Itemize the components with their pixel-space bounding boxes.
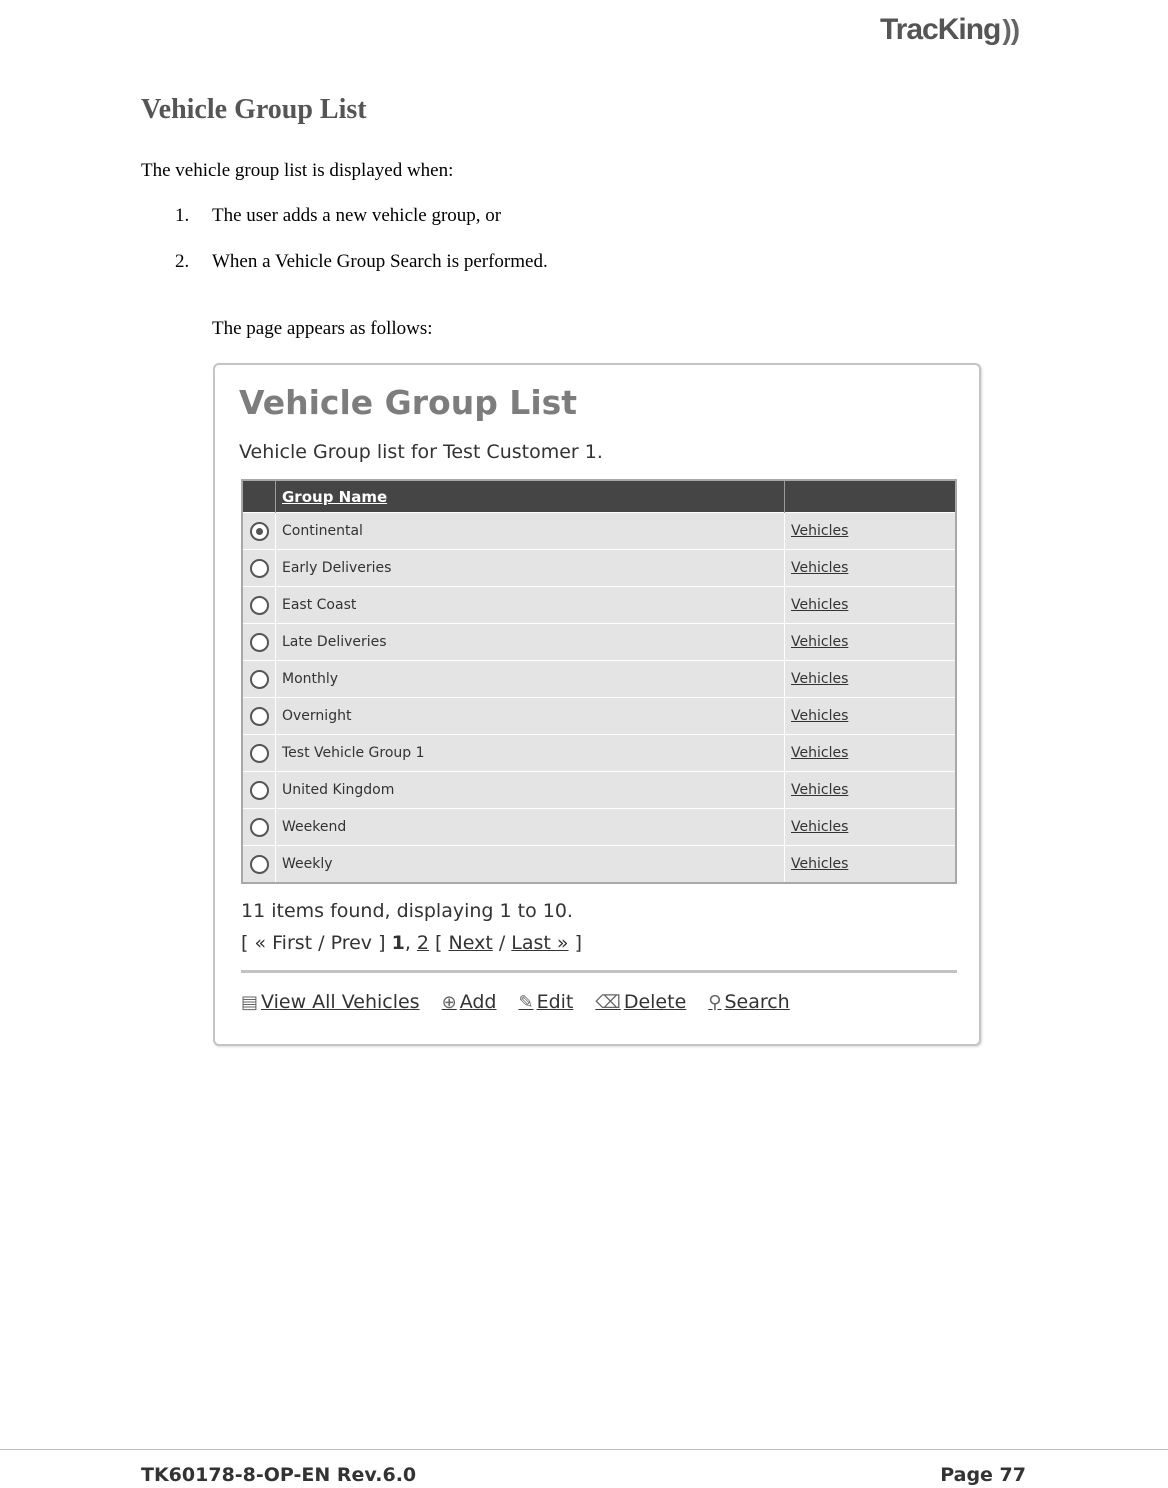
- group-name-column-header: [276, 480, 785, 513]
- document-section-title: Vehicle Group List: [141, 94, 367, 125]
- vehicles-link[interactable]: Vehicles: [791, 856, 849, 872]
- row-select-cell: [242, 698, 276, 735]
- intro-paragraph: The vehicle group list is displayed when:: [141, 160, 454, 181]
- pager-bracket: ]: [378, 932, 386, 954]
- vehicles-link[interactable]: Vehicles: [791, 597, 849, 613]
- outro-paragraph: The page appears as follows:: [212, 318, 433, 339]
- sort-group-name-link[interactable]: Group Name: [282, 487, 388, 506]
- view-all-vehicles-label: View All Vehicles: [261, 991, 420, 1013]
- link-column-header: [785, 480, 957, 513]
- binoculars-icon: ⚲: [708, 991, 722, 1013]
- vehicles-link-cell: [785, 661, 957, 698]
- steps-list: [175, 205, 548, 297]
- group-name-cell: Test Vehicle Group 1: [276, 735, 785, 772]
- table-row: [242, 513, 956, 550]
- vehicles-link[interactable]: Vehicles: [791, 523, 849, 539]
- group-name-cell: United Kingdom: [276, 772, 785, 809]
- row-select-cell: [242, 661, 276, 698]
- vehicles-link-cell: [785, 587, 957, 624]
- group-name-cell: Weekend: [276, 809, 785, 846]
- row-select-cell: [242, 624, 276, 661]
- vehicle-group-table: [241, 479, 957, 884]
- row-select-cell: [242, 809, 276, 846]
- group-name-cell: Late Deliveries: [276, 624, 785, 661]
- panel-title: Vehicle Group List: [239, 383, 578, 422]
- vehicles-link[interactable]: Vehicles: [791, 634, 849, 650]
- vehicles-link-cell: [785, 624, 957, 661]
- row-select-cell: [242, 550, 276, 587]
- action-bar: [241, 991, 790, 1013]
- row-select-cell: [242, 735, 276, 772]
- table-row: [242, 624, 956, 661]
- tracking-logo: [880, 6, 1019, 54]
- step-number: 1.: [175, 205, 190, 226]
- table-row: [242, 735, 956, 772]
- vehicles-link-cell: [785, 698, 957, 735]
- row-select-cell: [242, 772, 276, 809]
- pagination: [241, 932, 582, 954]
- row-select-cell: [242, 513, 276, 550]
- row-radio-button[interactable]: [250, 670, 269, 689]
- pager-bracket: ]: [574, 932, 582, 954]
- table-body: [242, 513, 956, 884]
- screenshot-panel: [213, 363, 981, 1046]
- items-found-text: 11 items found, displaying 1 to 10.: [241, 900, 573, 922]
- edit-label: Edit: [536, 991, 574, 1013]
- step-item: [175, 205, 548, 251]
- table-row: [242, 550, 956, 587]
- vehicles-link[interactable]: Vehicles: [791, 671, 849, 687]
- row-radio-button[interactable]: [250, 855, 269, 874]
- select-column-header: [242, 480, 276, 513]
- table-row: [242, 661, 956, 698]
- group-name-cell: Continental: [276, 513, 785, 550]
- step-number: 2.: [175, 251, 190, 272]
- pager-slash: /: [498, 932, 506, 954]
- pencil-icon: ✎: [518, 991, 534, 1013]
- vehicles-link-cell: [785, 772, 957, 809]
- pager-first-prev-disabled: « First / Prev: [254, 932, 373, 954]
- divider: [241, 970, 957, 973]
- vehicles-link[interactable]: Vehicles: [791, 819, 849, 835]
- current-page: 1: [391, 932, 405, 954]
- eraser-icon: ⌫: [595, 991, 621, 1013]
- logo-signal-icon: )): [1002, 14, 1020, 45]
- row-radio-button[interactable]: [250, 744, 269, 763]
- footer-divider: [0, 1449, 1168, 1450]
- footer-document-code: TK60178-8-OP-EN Rev.6.0: [141, 1464, 417, 1486]
- table-row: [242, 846, 956, 884]
- group-name-cell: Weekly: [276, 846, 785, 884]
- last-page-link[interactable]: Last »: [511, 932, 569, 954]
- view-all-vehicles-button[interactable]: [241, 991, 420, 1013]
- vehicles-icon: ▤: [241, 991, 259, 1013]
- row-radio-button[interactable]: [250, 781, 269, 800]
- group-name-cell: Overnight: [276, 698, 785, 735]
- row-radio-button[interactable]: [250, 559, 269, 578]
- vehicles-link[interactable]: Vehicles: [791, 708, 849, 724]
- step-item: [175, 251, 548, 297]
- search-button[interactable]: [708, 991, 789, 1013]
- page-2-link[interactable]: 2: [416, 932, 429, 954]
- panel-subtitle: Vehicle Group list for Test Customer 1.: [239, 441, 603, 463]
- vehicles-link-cell: [785, 846, 957, 884]
- logo-text: TracKing: [880, 13, 1001, 46]
- table-row: [242, 698, 956, 735]
- edit-button[interactable]: [518, 991, 573, 1013]
- vehicles-link[interactable]: Vehicles: [791, 782, 849, 798]
- table-row: [242, 587, 956, 624]
- row-radio-button[interactable]: [250, 596, 269, 615]
- row-radio-button[interactable]: [250, 522, 269, 541]
- row-radio-button[interactable]: [250, 818, 269, 837]
- vehicles-link-cell: [785, 735, 957, 772]
- vehicles-link-cell: [785, 513, 957, 550]
- add-icon: ⊕: [441, 991, 457, 1013]
- add-label: Add: [459, 991, 497, 1013]
- footer-page-number: Page 77: [940, 1464, 1026, 1486]
- delete-button[interactable]: [595, 991, 686, 1013]
- group-name-cell: East Coast: [276, 587, 785, 624]
- row-select-cell: [242, 587, 276, 624]
- next-page-link[interactable]: Next: [448, 932, 493, 954]
- vehicles-link-cell: [785, 809, 957, 846]
- pager-separator: ,: [404, 932, 411, 954]
- table-row: [242, 772, 956, 809]
- step-text: The user adds a new vehicle group, or: [212, 205, 502, 226]
- row-radio-button[interactable]: [250, 707, 269, 726]
- group-name-cell: Early Deliveries: [276, 550, 785, 587]
- delete-label: Delete: [623, 991, 687, 1013]
- table-row: [242, 809, 956, 846]
- row-radio-button[interactable]: [250, 633, 269, 652]
- group-name-cell: Monthly: [276, 661, 785, 698]
- row-select-cell: [242, 846, 276, 884]
- vehicles-link[interactable]: Vehicles: [791, 560, 849, 576]
- search-label: Search: [724, 991, 790, 1013]
- vehicles-link[interactable]: Vehicles: [791, 745, 849, 761]
- vehicles-link-cell: [785, 550, 957, 587]
- pager-bracket: [: [241, 932, 249, 954]
- step-text: When a Vehicle Group Search is performed.: [212, 251, 548, 272]
- pager-bracket: [: [435, 932, 443, 954]
- table-header-row: [242, 480, 956, 513]
- add-button[interactable]: [442, 991, 497, 1013]
